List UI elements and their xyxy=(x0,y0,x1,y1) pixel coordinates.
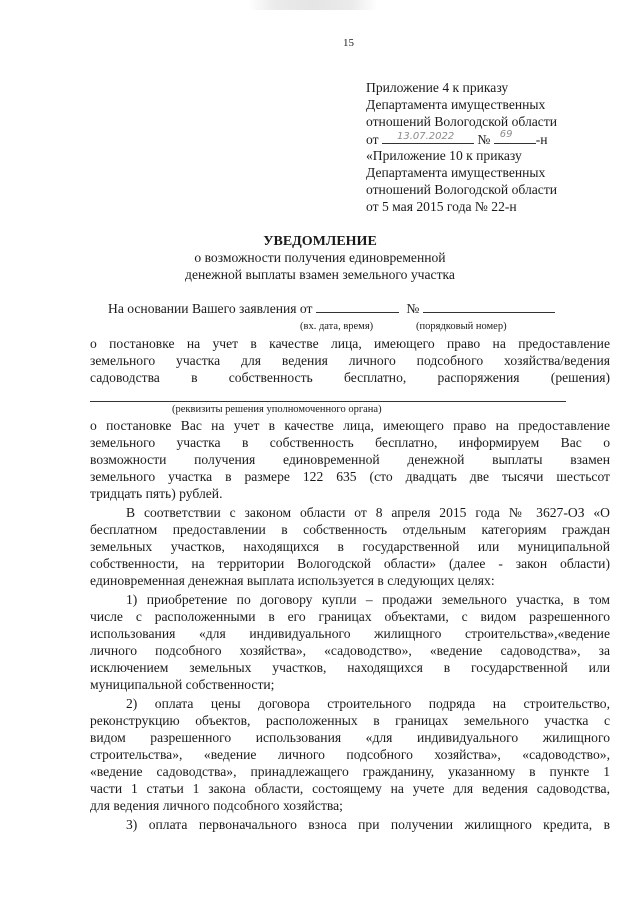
text-line: для ведения личного подсобного хозяйства; xyxy=(90,798,343,813)
text-line: бесплатном предоставлении в собственность отдельным категориям граждан xyxy=(90,522,610,537)
text-line: о постановке Вас на учет в качестве лица, имеющего право на предоставление xyxy=(90,418,610,433)
form-line: земельного участка для ведения личного подсобного хозяйства/ведения xyxy=(90,353,610,368)
appendix-line: Департамента имущественных xyxy=(366,165,546,180)
order-suffix: -н xyxy=(535,132,548,147)
appendix-line: отношений Вологодской области xyxy=(366,114,558,129)
form-line: садоводства в собственность бесплатно, распоряжения (решения) xyxy=(90,370,610,385)
text-line: числе с расположенными в его границах объектами, с видом разрешенного xyxy=(90,609,610,624)
appendix-line: Департамента имущественных xyxy=(366,97,546,112)
number-sign: № xyxy=(406,301,420,316)
scan-artifact xyxy=(248,0,378,10)
text-line: части 1 статьи 1 закона области, состоящему на учете для ведения садоводства, xyxy=(90,781,610,796)
text-line: 2) оплата цены договора строительного подряда на строительство, xyxy=(126,696,610,711)
authority-decision-field xyxy=(90,401,566,402)
text-line: тридцать пять) рублей. xyxy=(90,486,223,501)
order-number-field xyxy=(494,131,536,144)
appendix-date-line xyxy=(366,131,548,149)
caption-number: (порядковый номер) xyxy=(416,321,507,332)
text-line: использования «для индивидуального жилищного строительства»,«ведение xyxy=(90,626,610,641)
text-line: земельного участка в размере 122 635 (сто двадцать две тысячи шестьсот xyxy=(90,469,610,484)
appendix-line: от 5 мая 2015 года № 22-н xyxy=(366,199,517,214)
text-line: 3) оплата первоначального взноса при получении жилищного кредита, в xyxy=(126,817,610,832)
handwritten-date: 13.07.2022 xyxy=(396,131,455,142)
application-number-field xyxy=(423,300,555,313)
text-line: «ведение садоводства», принадлежащего гражданину, указанному в пункте 1 xyxy=(90,764,610,779)
caption-authority: (реквизиты решения уполномоченного органа) xyxy=(172,404,382,415)
page-number: 15 xyxy=(343,37,354,49)
caption-date: (вх. дата, время) xyxy=(300,321,374,332)
document-title: УВЕДОМЛЕНИЕ xyxy=(263,234,377,249)
date-field xyxy=(382,131,474,144)
form-line: о постановке на учет в качестве лица, имеющего право на предоставление xyxy=(90,336,610,351)
text-line: 1) приобретение по договору купли – продажи земельного участка, в том xyxy=(126,592,610,607)
handwritten-number: 69 xyxy=(499,129,513,140)
text-line: личного подсобного хозяйства», «садоводство», «ведение садоводства», за xyxy=(90,643,610,658)
text-line: В соответствии с законом области от 8 апреля 2015 года № 3627-ОЗ «О xyxy=(126,505,610,520)
appendix-line: «Приложение 10 к приказу xyxy=(366,148,522,163)
text-line: реконструкцию объектов, расположенных в границах земельного участка с xyxy=(90,713,610,728)
text-line: собственности, на территории Вологодской области» (далее - закон области) xyxy=(90,556,610,571)
document-subtitle: о возможности получения единовременной xyxy=(194,250,446,265)
application-basis-line xyxy=(108,300,555,318)
text-line: исключением земельных участков, находящихся в государственной или xyxy=(90,660,610,675)
document-subtitle: денежной выплаты взамен земельного участка xyxy=(185,267,455,282)
text-line: возможности получения единовременной денежной выплаты взамен xyxy=(90,452,610,467)
text-line: земельных участков, находящихся в государственной или муниципальной xyxy=(90,539,610,554)
text-line: муниципальной собственности; xyxy=(90,677,275,692)
appendix-line: отношений Вологодской области xyxy=(366,182,558,197)
appendix-line: Приложение 4 к приказу xyxy=(366,80,509,95)
text-line: единовременная денежная выплата используется в следующих целях: xyxy=(90,573,495,588)
text-line: строительства», «ведение личного подсобного хозяйства», «садоводство», xyxy=(90,747,610,762)
text-line: земельного участка в собственность бесплатно, информируем Вас о xyxy=(90,435,610,450)
ot-label: от xyxy=(366,132,379,147)
number-sign: № xyxy=(477,132,491,147)
text-line: видом разрешенного использования «для индивидуального жилищного xyxy=(90,730,610,745)
basis-text: На основании Вашего заявления от xyxy=(108,301,313,316)
application-date-field xyxy=(316,300,399,313)
